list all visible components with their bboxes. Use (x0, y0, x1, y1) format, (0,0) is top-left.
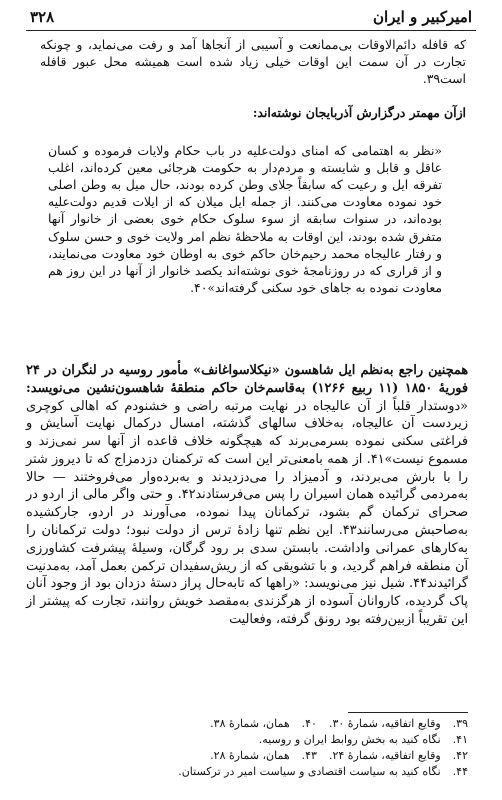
footnote-text: همان، شمارهٔ ۲۸. (210, 748, 290, 762)
footnotes (30, 716, 468, 780)
footnote-row (30, 764, 468, 780)
main-paragraph-opening: همچنین راجع به‌نظم ایل شاهسون «نیکلاسواغانف» مأمور روسیه در لنگران در ۲۴ فوریهٔ ۱۸۵۰ (۱۱ ربیع ۱۲۶۶) به‌قاسم‌خان حاکم منطقهٔ شاهسون‌نشین می‌نویسد: (26, 363, 468, 396)
running-header (30, 6, 472, 28)
footnote-number: ۴۳. (301, 748, 317, 762)
header-rule (26, 30, 476, 31)
footnote-row (30, 716, 468, 732)
running-title: امیرکبیر و ایران (373, 8, 472, 26)
footnote-number: ۴۱. (452, 732, 468, 746)
footnote-number: ۳۹. (452, 717, 468, 730)
footnote-text: نگاه کنید به سیاست اقتصادی و سیاست امیر در ترکستان. (178, 764, 441, 778)
block-quote: «نظر به اهتمامی که امنای دولت‌علیه در باب حکام ولایات فرموده و کسان عاقل و قابل و شایسته و مردم‌دار به حکومت هرجائی معین کرده‌اند، اغلب تفرقه ایل و رعیت که سابقاً جلای وطن کرده بودند، حال میل به وطن اصلی خود نموده معاودت می‌کنند. از جمله ایل میلان که از ایلات قدیم دولت‌علیه بوده‌اند، در سنوات سابقه از سوء سلوک حکام خوی بعضی از خانوار آنها متفرق شده بودند، این اوقات به ملاحظهٔ نظم امر ولایت خوی و حسن سلوک و رفتار عالیجاه محمد رحیم‌خان حاکم خوی به اوطان خود معاودت می‌نمایند، و از قراری که در روزنامجهٔ خوی نوشته‌اند یکصد خانوار از آنها در این روز هم معاودت نموده به جاهای خود سکنی گرفته‌اند»۴۰. (48, 143, 442, 295)
footnote-rule (348, 712, 468, 713)
main-paragraph-body: «دوستدار قلباً از آن عالیجاه در نهایت مرتبه راضی و خشنودم که اهالی کوچری زیردست آن عالیجاه، به‌خلاف سالهای گذشته، امسال درکمال نهایت آسایش و فراغتی سکنی نموده بسرمی‌برند که هیچگونه خلاف قاعده از آنها سر نمی‌زند و مسموع نیست»۴۱. از همه بامعنی‌تر این است که ترکمنان دزدمزاج که تا دیروز شتر را با بارش می‌بردند، و آدمیزاد را می‌دزدیدند و به‌برده‌وار می‌فروختند — حالا به‌مردمی گرائیده همان اسیران را پس می‌فرستادند۴۲. و حتی واگر مالی از اردو در صحرای ترکمان گم بشود، ترکمانان پیدا نموده، می‌آورند در اردو، جارکشیده به‌صاحبش می‌رسانند۴۳. این نظم تنها زادهٔ ترس از دولت نبود؛ دولت ترکمانان را به‌کارهای عمرانی واداشت. بابستن سدی بر رود گرگان، وسیلهٔ پیشرفت کشاورزی آن منطقه فراهم گردید، و با تشویقی که از ریش‌سفیدان ترکمن بعمل آمد، به‌مدنیت گرائیدند۴۴. شیل نیز می‌نویسد: «راهها که تابه‌حال پراز دستهٔ دزدان بود از وجود آنان پاک گردیده، کاروانان آسوده از هرگزندی به‌مقصد خویش روانند، تجارت که پیشتر از این تقریباً ازبین‌رفته بود رونق گرفته، وفعالیت (26, 398, 468, 627)
footnote-number: ۴۲. (452, 748, 468, 762)
intro-paragraph: که قافله دائم‌الاوقات بی‌ممانعت و آسیبی از آنجاها آمد و رفت می‌نماید، و چونکه تجارت در آن سمت این اوقات خیلی زیاد شده است همیشه محل عبور قافله است۳۹. (40, 37, 466, 87)
footnote-number: ۴۰. (301, 717, 317, 730)
footnote-number: ۴۴. (452, 764, 468, 778)
footnote-row (30, 748, 468, 764)
footnote-row (30, 732, 468, 748)
footnote-text: همان، شمارهٔ ۳۸. (210, 717, 290, 730)
lead-in-paragraph: ازآن مهمتر درگزارش آذربایجان نوشته‌اند: (252, 105, 466, 120)
footnote-text: نگاه کنید به بخش روابط ایران و روسیه. (258, 732, 441, 746)
footnote-text: وقایع اتفاقیه، شمارهٔ ۳۰. (328, 717, 441, 730)
footnote-text: وقایع اتفاقیه، شمارهٔ ۲۴. (328, 748, 441, 762)
main-paragraph (26, 362, 468, 629)
page-number: ۳۲۸ (30, 8, 55, 26)
